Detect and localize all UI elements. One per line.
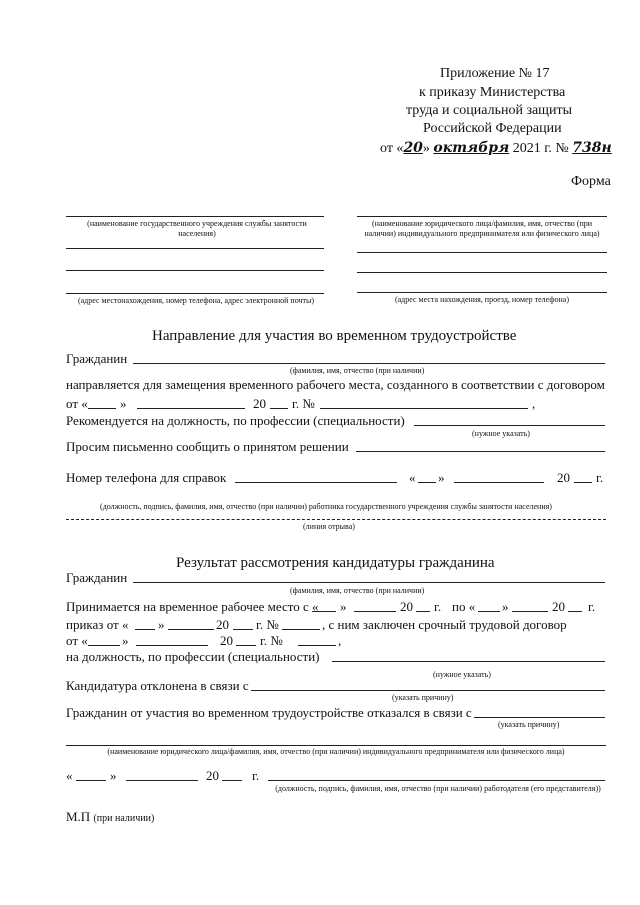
reject-reason-field[interactable] [251, 690, 605, 691]
appendix-line4: Российской Федерации [423, 121, 562, 136]
fio-caption: (фамилия, имя, отчество (при наличии) [290, 366, 425, 375]
mp-label: М.П [66, 809, 91, 824]
quote-close: » [502, 599, 509, 614]
year-suffix: г. [252, 768, 260, 783]
year-suffix: г. [588, 599, 596, 614]
employer-name-caption: (наименование юридического лица/фамилия, имя, отчество (при наличии) индивидуального предпринимателя или физического лица) [107, 747, 565, 756]
contract-day-field[interactable] [88, 408, 116, 409]
employer-signature-field[interactable] [268, 780, 605, 781]
order-month-field[interactable] [168, 629, 214, 630]
official-caption: (должность, подпись, фамилия, имя, отчество (при наличии) работника государственного учреждения службы занятости населения) [100, 502, 552, 511]
accepted-label: Принимается на временное рабочее место с « [66, 599, 319, 614]
date-mid: » [422, 141, 430, 156]
year-prefix: 20 [206, 768, 219, 783]
citizen-label: Гражданин [66, 351, 128, 366]
year-suffix: г. [596, 470, 604, 485]
contract-year-field[interactable] [236, 645, 256, 646]
year-prefix: 20 [220, 633, 233, 648]
caption-employer-address: (адрес места нахождения, проезд, номер телефона) [394, 295, 570, 304]
result-title: Результат рассмотрения кандидатуры гражданина [176, 555, 495, 571]
recommended-label: Рекомендуется на должность, по профессии (специальности) [66, 413, 405, 428]
phone-field[interactable] [235, 482, 397, 483]
sign-day-field[interactable] [76, 780, 106, 781]
date-prefix: от « [380, 141, 404, 156]
start-day-field[interactable] [312, 611, 336, 612]
form-label: Форма [571, 174, 611, 189]
end-year-field[interactable] [568, 611, 582, 612]
date-suffix: 2021 г. № [512, 141, 569, 156]
phone-month-field[interactable] [454, 482, 544, 483]
contract-from: от « [66, 396, 88, 411]
caption-employer: (наименование юридического лица/фамилия, имя, отчество (при наличии) индивидуального предпринимателя или физического лица) [364, 219, 600, 238]
rejected-label: Кандидатура отклонена в связи с [66, 678, 249, 693]
quote-open: « [66, 768, 73, 783]
contract-number-field[interactable] [320, 408, 528, 409]
reason-caption: (указать причину) [392, 693, 454, 702]
position-field[interactable] [414, 425, 605, 426]
phone-year-field[interactable] [574, 482, 592, 483]
ask-text: Просим письменно сообщить о принятом решении [66, 439, 349, 454]
position-label: на должность, по профессии (специальности) [66, 649, 320, 664]
sign-month-field[interactable] [126, 780, 198, 781]
quote-close: » [110, 768, 117, 783]
start-month-field[interactable] [354, 611, 396, 612]
year-prefix: 20 [552, 599, 565, 614]
tear-caption: (линия отрыва) [303, 522, 355, 531]
number-label: г. № [292, 396, 315, 411]
citizen-label: Гражданин [66, 570, 128, 585]
needed-caption: (нужное указать) [433, 670, 491, 679]
year-suffix: г. [434, 599, 442, 614]
end-day-field[interactable] [478, 611, 500, 612]
comma: , [338, 633, 342, 648]
caption-institution: (наименование государственного учреждения службы занятости населения) [87, 219, 307, 238]
line [357, 216, 607, 217]
quote-close: » [122, 633, 129, 648]
direction-title: Направление для участия во временном трудоустройстве [152, 328, 517, 344]
needed-caption: (нужное указать) [472, 429, 530, 438]
reason-caption: (указать причину) [498, 720, 560, 729]
line [66, 216, 324, 217]
contract-number-field[interactable] [298, 645, 336, 646]
employer-sig-caption: (должность, подпись, фамилия, имя, отчество (при наличии) работодателя (его представителя)) [275, 784, 601, 793]
position-field[interactable] [332, 661, 605, 662]
sent-text: направляется для замещения временного рабочего места, созданного в соответствии с договором [66, 377, 605, 392]
sign-year-field[interactable] [222, 780, 242, 781]
date-month: октября [433, 140, 510, 156]
citizen-fio-field[interactable] [133, 363, 605, 364]
stamp-mark [66, 809, 154, 825]
order-day-field[interactable] [135, 629, 155, 630]
phone-label: Номер телефона для справок [66, 470, 227, 485]
appendix-line3: труда и социальной защиты [406, 103, 572, 118]
caption-institution-address: (адрес местонахождения, номер телефона, адрес электронной почты) [77, 296, 315, 305]
quote-close: » [438, 470, 445, 485]
year-prefix: 20 [400, 599, 413, 614]
line [66, 270, 324, 271]
order-date-line [380, 140, 612, 157]
line [357, 272, 607, 273]
year-prefix: 20 [557, 470, 570, 485]
refuse-reason-field[interactable] [474, 717, 605, 718]
reply-field[interactable] [356, 451, 605, 452]
quote-close: » [120, 396, 127, 411]
citizen-fio-field[interactable] [133, 582, 605, 583]
contract-day-field[interactable] [88, 645, 120, 646]
contract-from: от « [66, 633, 88, 648]
tear-line [66, 519, 606, 520]
mp-note: (при наличии) [93, 813, 155, 824]
contract-year-field[interactable] [270, 408, 288, 409]
quote-close: » [158, 617, 165, 632]
employer-name-field[interactable] [66, 745, 606, 746]
year-prefix: 20 [253, 396, 266, 411]
line [66, 293, 324, 294]
contract-month-field[interactable] [137, 408, 245, 409]
appendix-line2: к приказу Министерства [419, 85, 566, 100]
contract-month-field[interactable] [136, 645, 208, 646]
line [357, 292, 607, 293]
end-month-field[interactable] [512, 611, 548, 612]
quote-close: » [340, 599, 347, 614]
po-label: по « [452, 599, 476, 614]
line [66, 248, 324, 249]
refused-label: Гражданин от участия во временном трудоустройстве отказался в связи с [66, 705, 472, 720]
appendix-number: Приложение № 17 [440, 66, 550, 81]
order-number-field[interactable] [282, 629, 320, 630]
number-label: г. № [256, 617, 279, 632]
fio-caption: (фамилия, имя, отчество (при наличии) [290, 586, 425, 595]
order-number: 738н [572, 140, 612, 156]
date-day: 20 [403, 140, 423, 156]
order-from-label: приказ от « [66, 617, 129, 632]
phone-day-field[interactable] [418, 482, 436, 483]
number-label: г. № [260, 633, 283, 648]
contract-text: , с ним заключен срочный трудовой договор [322, 617, 567, 632]
comma: , [532, 396, 536, 411]
quote-open: « [409, 470, 416, 485]
line [357, 252, 607, 253]
order-year-field[interactable] [233, 629, 253, 630]
year-prefix: 20 [216, 617, 229, 632]
start-year-field[interactable] [416, 611, 430, 612]
